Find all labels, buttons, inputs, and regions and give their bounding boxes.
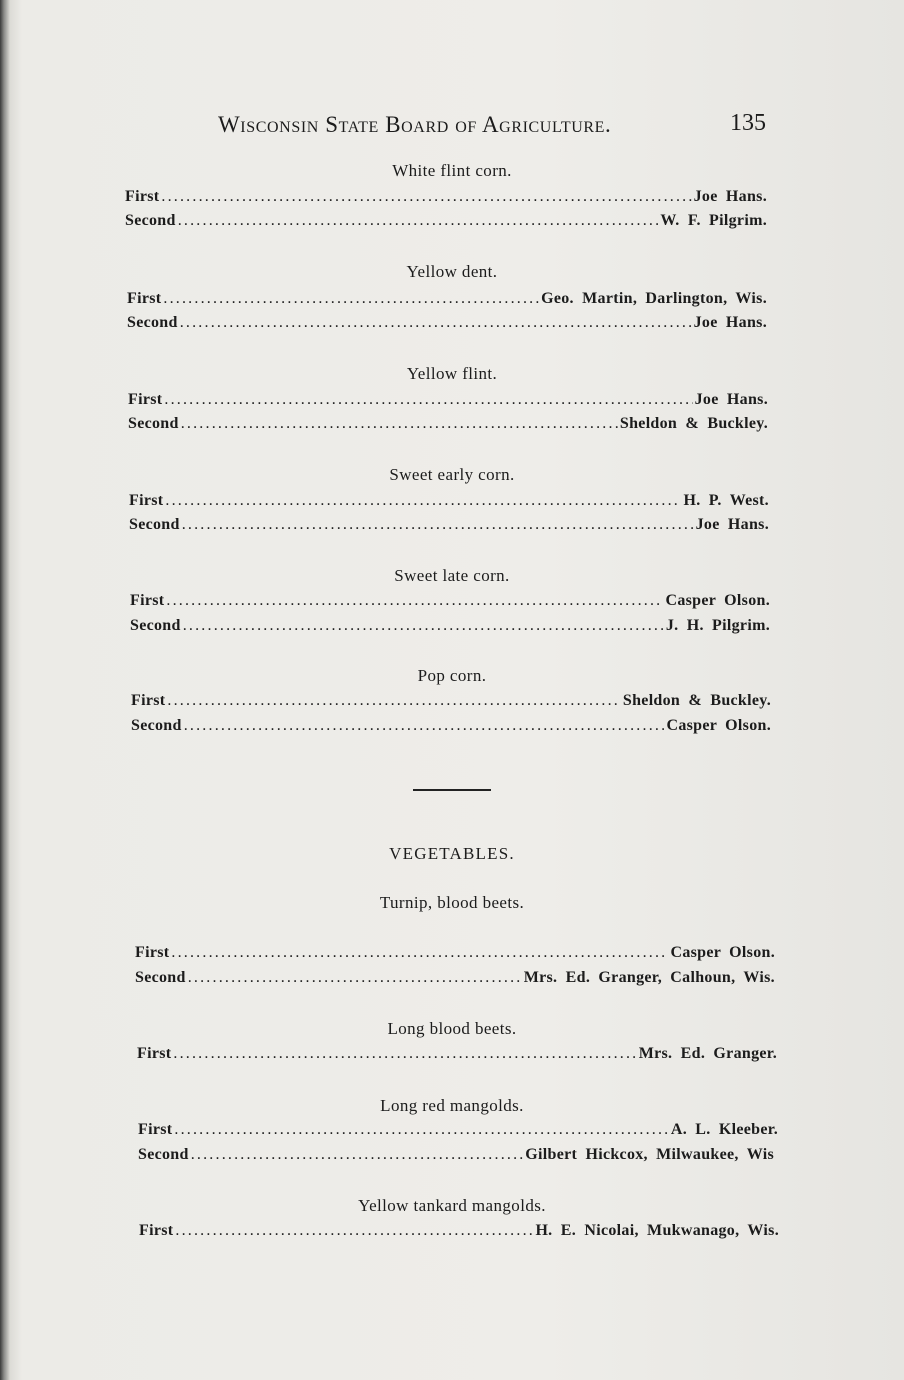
running-title: Wisconsin State Board of Agriculture. bbox=[218, 112, 612, 137]
dot-leader bbox=[175, 1222, 533, 1240]
page-number: 135 bbox=[730, 110, 766, 136]
dot-leader bbox=[180, 314, 692, 332]
winner-name: Sheldon & Buckley. bbox=[622, 692, 771, 709]
entry-row bbox=[128, 391, 768, 413]
place-label: First bbox=[137, 1045, 172, 1062]
winner-name: Joe Hans. bbox=[693, 188, 767, 205]
entry-row bbox=[135, 944, 775, 966]
winner-name: A. L. Kleeber. bbox=[670, 1121, 778, 1138]
place-label: First bbox=[129, 492, 164, 509]
winner-name: Casper Olson. bbox=[670, 944, 775, 961]
dot-leader bbox=[178, 212, 659, 230]
entry-row bbox=[130, 592, 770, 614]
section-heading-sweet-early-corn: Sweet early corn. bbox=[389, 465, 515, 484]
section-heading-pop-corn: Pop corn. bbox=[417, 666, 487, 685]
dot-leader bbox=[174, 1121, 668, 1139]
section-heading-turnip-blood-beets: Turnip, blood beets. bbox=[379, 893, 525, 912]
section-heading-long-red-mangolds: Long red mangolds. bbox=[380, 1096, 524, 1115]
place-label: First bbox=[139, 1222, 174, 1239]
section-heading-yellow-dent: Yellow dent. bbox=[406, 262, 498, 281]
winner-name: Joe Hans. bbox=[693, 314, 767, 331]
dot-leader bbox=[173, 1045, 636, 1063]
winner-name: Casper Olson. bbox=[666, 717, 771, 734]
place-label: First bbox=[131, 692, 166, 709]
entry-row bbox=[137, 1045, 777, 1067]
winner-name: J. H. Pilgrim. bbox=[665, 617, 770, 634]
place-label: Second bbox=[127, 314, 178, 331]
winner-name: Joe Hans. bbox=[694, 391, 768, 408]
place-label: First bbox=[135, 944, 170, 961]
entry-row bbox=[135, 969, 775, 991]
winner-name: Joe Hans. bbox=[695, 516, 769, 533]
section-divider-rule bbox=[413, 789, 491, 791]
dot-leader bbox=[184, 717, 665, 735]
winner-name: Mrs. Ed. Granger, Calhoun, Wis. bbox=[523, 969, 775, 986]
dot-leader bbox=[167, 692, 621, 710]
entry-row bbox=[128, 415, 768, 437]
entry-row bbox=[139, 1222, 779, 1244]
page-header bbox=[218, 108, 766, 148]
dot-leader bbox=[163, 290, 539, 308]
winner-name: Casper Olson. bbox=[665, 592, 770, 609]
winner-name: Sheldon & Buckley. bbox=[619, 415, 768, 432]
dot-leader bbox=[164, 391, 692, 409]
entry-row bbox=[138, 1146, 774, 1168]
place-label: Second bbox=[130, 617, 181, 634]
entry-row bbox=[125, 188, 767, 210]
entry-row bbox=[138, 1121, 778, 1143]
dot-leader bbox=[161, 188, 691, 206]
place-label: Second bbox=[131, 717, 182, 734]
place-label: First bbox=[130, 592, 165, 609]
winner-name: H. P. West. bbox=[683, 492, 769, 509]
dot-leader bbox=[188, 969, 522, 987]
place-label: Second bbox=[125, 212, 176, 229]
dot-leader bbox=[191, 1146, 524, 1164]
place-label: First bbox=[138, 1121, 173, 1138]
dot-leader bbox=[182, 516, 694, 534]
entry-row bbox=[127, 314, 767, 336]
entry-row bbox=[131, 717, 771, 739]
section-heading-long-blood-beets: Long blood beets. bbox=[387, 1019, 517, 1038]
winner-name: H. E. Nicolai, Mukwanago, Wis. bbox=[535, 1222, 779, 1239]
entry-row bbox=[129, 492, 769, 514]
place-label: Second bbox=[138, 1146, 189, 1163]
entry-row bbox=[131, 692, 771, 714]
dot-leader bbox=[183, 617, 664, 635]
dot-leader bbox=[171, 944, 668, 962]
entry-row bbox=[125, 212, 767, 234]
section-heading-white-flint-corn: White flint corn. bbox=[392, 161, 512, 180]
major-heading-vegetables: VEGETABLES. bbox=[389, 844, 515, 863]
dot-leader bbox=[181, 415, 618, 433]
winner-name: Mrs. Ed. Granger. bbox=[638, 1045, 777, 1062]
place-label: Second bbox=[135, 969, 186, 986]
entry-row bbox=[129, 516, 769, 538]
section-heading-yellow-flint: Yellow flint. bbox=[406, 364, 498, 383]
entry-row bbox=[127, 290, 767, 312]
winner-name: Gilbert Hickcox, Milwaukee, Wis bbox=[525, 1146, 774, 1163]
winner-name: W. F. Pilgrim. bbox=[660, 212, 767, 229]
winner-name: Geo. Martin, Darlington, Wis. bbox=[541, 290, 767, 307]
place-label: First bbox=[127, 290, 162, 307]
entry-row bbox=[130, 617, 770, 639]
dot-leader bbox=[165, 492, 681, 510]
place-label: Second bbox=[129, 516, 180, 533]
place-label: Second bbox=[128, 415, 179, 432]
section-heading-sweet-late-corn: Sweet late corn. bbox=[394, 566, 510, 585]
place-label: First bbox=[128, 391, 163, 408]
place-label: First bbox=[125, 188, 160, 205]
section-heading-yellow-tankard-mangolds: Yellow tankard mangolds. bbox=[358, 1196, 546, 1215]
dot-leader bbox=[166, 592, 663, 610]
